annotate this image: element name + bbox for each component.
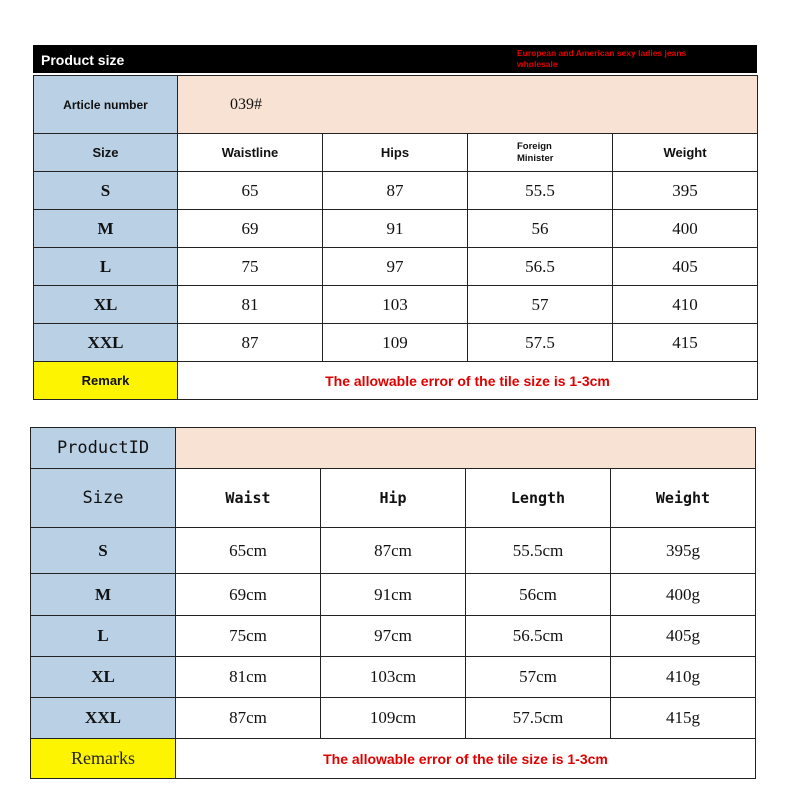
product-id-value bbox=[176, 428, 756, 469]
cell: 103cm bbox=[321, 657, 466, 698]
cell: 81cm bbox=[176, 657, 321, 698]
cell: 91cm bbox=[321, 574, 466, 616]
row-size: XXL bbox=[31, 698, 176, 739]
cell: 56cm bbox=[466, 574, 611, 616]
cell: 410g bbox=[611, 657, 756, 698]
row-size: M bbox=[31, 574, 176, 616]
remark-text: The allowable error of the tile size is 1-3cm bbox=[178, 362, 758, 400]
row-size: S bbox=[31, 528, 176, 574]
column-header: Weight bbox=[613, 134, 758, 172]
cell: 410 bbox=[613, 286, 758, 324]
cell: 65 bbox=[178, 172, 323, 210]
cell: 55.5cm bbox=[466, 528, 611, 574]
column-header: Waist bbox=[176, 469, 321, 528]
cell: 415g bbox=[611, 698, 756, 739]
row-size: XL bbox=[31, 657, 176, 698]
article-number-label: Article number bbox=[34, 76, 178, 134]
cell: 57cm bbox=[466, 657, 611, 698]
column-header: Weight bbox=[611, 469, 756, 528]
cell: 400g bbox=[611, 574, 756, 616]
cell: 395g bbox=[611, 528, 756, 574]
cell: 69cm bbox=[176, 574, 321, 616]
cell: 57.5cm bbox=[466, 698, 611, 739]
header-promo: European and American sexy ladies jeans wholesale bbox=[517, 48, 687, 69]
row-size: L bbox=[34, 248, 178, 286]
header-title: Product size bbox=[41, 52, 125, 68]
cell: 405g bbox=[611, 616, 756, 657]
cell: 395 bbox=[613, 172, 758, 210]
column-header: Length bbox=[466, 469, 611, 528]
cell: 75 bbox=[178, 248, 323, 286]
cell: 56.5 bbox=[468, 248, 613, 286]
size-table-1 bbox=[33, 75, 758, 400]
column-header: Waistline bbox=[178, 134, 323, 172]
cell: 97cm bbox=[321, 616, 466, 657]
cell: 405 bbox=[613, 248, 758, 286]
column-header: Hips bbox=[323, 134, 468, 172]
cell: 87cm bbox=[321, 528, 466, 574]
size-header: Size bbox=[31, 469, 176, 528]
product-id-label: ProductID bbox=[31, 428, 176, 469]
cell: 400 bbox=[613, 210, 758, 248]
row-size: M bbox=[34, 210, 178, 248]
cell: 87cm bbox=[176, 698, 321, 739]
remarks-label: Remarks bbox=[31, 739, 176, 779]
cell: 415 bbox=[613, 324, 758, 362]
cell: 55.5 bbox=[468, 172, 613, 210]
column-header-text: Foreign Minister bbox=[517, 140, 554, 164]
cell: 56 bbox=[468, 210, 613, 248]
cell: 103 bbox=[323, 286, 468, 324]
column-header: Hip bbox=[321, 469, 466, 528]
cell: 91 bbox=[323, 210, 468, 248]
cell: 109cm bbox=[321, 698, 466, 739]
cell: 57.5 bbox=[468, 324, 613, 362]
cell: 65cm bbox=[176, 528, 321, 574]
row-size: XL bbox=[34, 286, 178, 324]
row-size: L bbox=[31, 616, 176, 657]
cell: 87 bbox=[178, 324, 323, 362]
cell: 97 bbox=[323, 248, 468, 286]
row-size: XXL bbox=[34, 324, 178, 362]
size-header: Size bbox=[34, 134, 178, 172]
cell: 56.5cm bbox=[466, 616, 611, 657]
article-number-value: 039# bbox=[178, 76, 758, 134]
cell: 81 bbox=[178, 286, 323, 324]
cell: 69 bbox=[178, 210, 323, 248]
row-size: S bbox=[34, 172, 178, 210]
header-bar bbox=[33, 45, 757, 73]
remarks-text: The allowable error of the tile size is 1-3cm bbox=[176, 739, 756, 779]
cell: 57 bbox=[468, 286, 613, 324]
cell: 109 bbox=[323, 324, 468, 362]
column-header bbox=[468, 134, 613, 172]
remark-label: Remark bbox=[34, 362, 178, 400]
size-table-2 bbox=[30, 427, 756, 779]
cell: 75cm bbox=[176, 616, 321, 657]
cell: 87 bbox=[323, 172, 468, 210]
